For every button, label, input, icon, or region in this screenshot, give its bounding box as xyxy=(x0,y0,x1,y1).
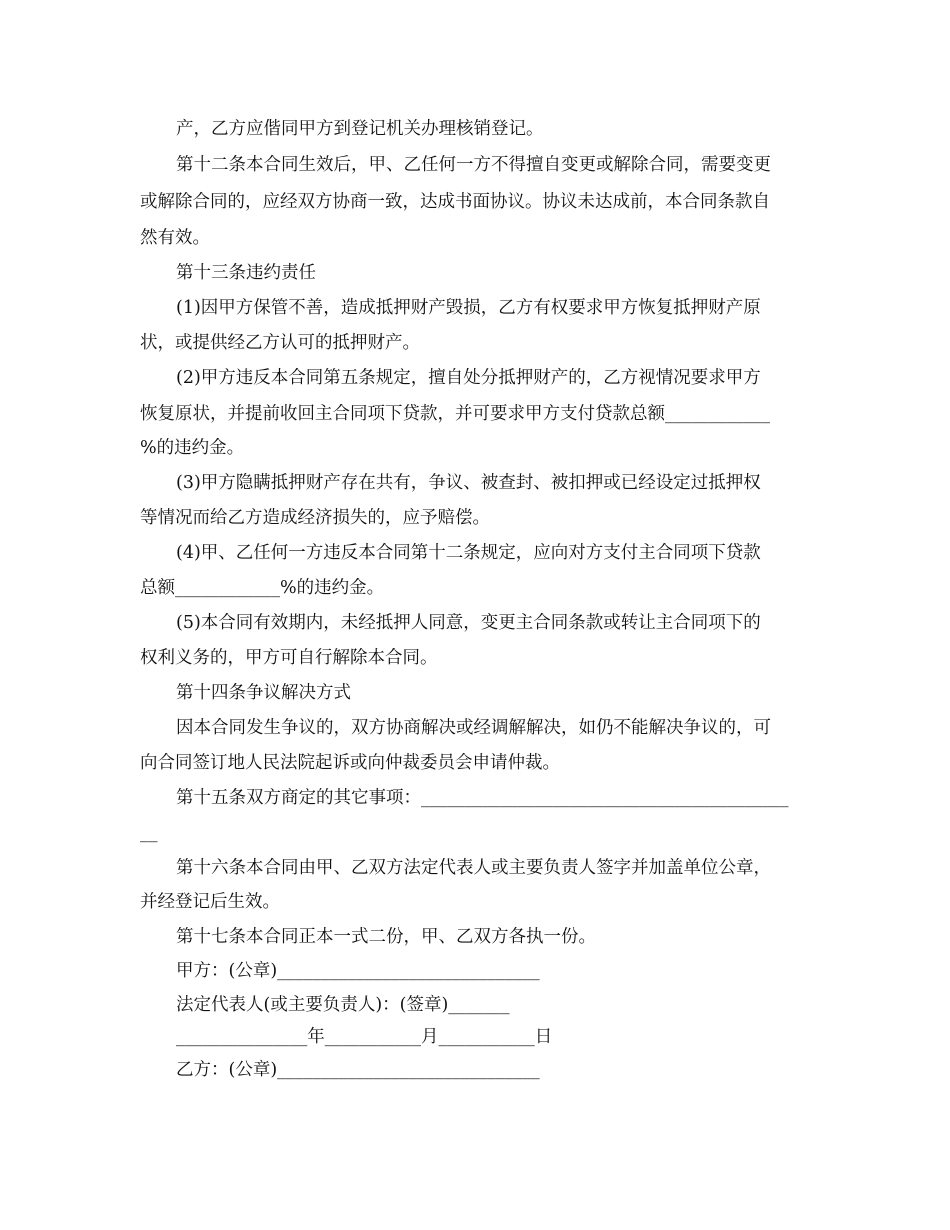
paragraph-line: 第十六条本合同由甲、乙双方法定代表人或主要负责人签字并加盖单位公章， xyxy=(176,858,771,878)
paragraph-line: 第十二条本合同生效后，甲、乙任何一方不得擅自变更或解除合同，需要变更 xyxy=(176,155,771,175)
paragraph-line: 恢复原状，并提前收回主合同项下贷款，并可要求甲方支付贷款总额____________ xyxy=(140,404,770,424)
paragraph-line: 并经登记后生效。 xyxy=(140,892,280,912)
signature-line-representative: 法定代表人(或主要负责人)：(签章)_______ xyxy=(176,995,510,1015)
section-heading: 第十三条违约责任 xyxy=(176,263,316,283)
section-heading: 第十四条争议解决方式 xyxy=(176,683,351,703)
paragraph-line: (1)因甲方保管不善，造成抵押财产毁损，乙方有权要求甲方恢复抵押财产原 xyxy=(176,298,761,318)
paragraph-line: 然有效。 xyxy=(140,228,210,248)
paragraph-line: 因本合同发生争议的，双方协商解决或经调解解决，如仍不能解决争议的，可 xyxy=(176,718,771,738)
paragraph-line: 产，乙方应偕同甲方到登记机关办理核销登记。 xyxy=(176,119,544,139)
paragraph-line: 向合同签订地人民法院起诉或向仲裁委员会申请仲裁。 xyxy=(140,753,560,773)
paragraph-line: 等情况而给乙方造成经济损失的，应予赔偿。 xyxy=(140,508,490,528)
paragraph-line: 或解除合同的，应经双方协商一致，达成书面协议。协议未达成前，本合同条款自 xyxy=(140,192,770,212)
paragraph-line: 第十五条双方商定的其它事项：__________________________________________ xyxy=(176,788,789,808)
paragraph-line: 状，或提供经乙方认可的抵押财产。 xyxy=(140,333,420,353)
paragraph-line: 第十七条本合同正本一式二份，甲、乙双方各执一份。 xyxy=(176,927,596,947)
paragraph-line: (3)甲方隐瞒抵押财产存在共有，争议、被查封、被扣押或已经设定过抵押权 xyxy=(176,473,761,493)
paragraph-line: __ xyxy=(140,823,158,843)
date-line: _______________年___________月___________日 xyxy=(176,1027,553,1047)
paragraph-line: (2)甲方违反本合同第五条规定，擅自处分抵押财产的，乙方视情况要求甲方 xyxy=(176,368,761,388)
paragraph-line: %的违约金。 xyxy=(140,438,245,458)
paragraph-line: (5)本合同有效期内，未经抵押人同意，变更主合同条款或转让主合同项下的 xyxy=(176,613,761,633)
signature-line-party-b: 乙方：(公章)______________________________ xyxy=(176,1060,540,1080)
paragraph-line: 总额____________%的违约金。 xyxy=(140,578,385,598)
paragraph-line: 权利义务的，甲方可自行解除本合同。 xyxy=(140,648,438,668)
paragraph-line: (4)甲、乙任何一方违反本合同第十二条规定，应向对方支付主合同项下贷款 xyxy=(176,543,761,563)
signature-line-party-a: 甲方：(公章)______________________________ xyxy=(176,961,540,981)
